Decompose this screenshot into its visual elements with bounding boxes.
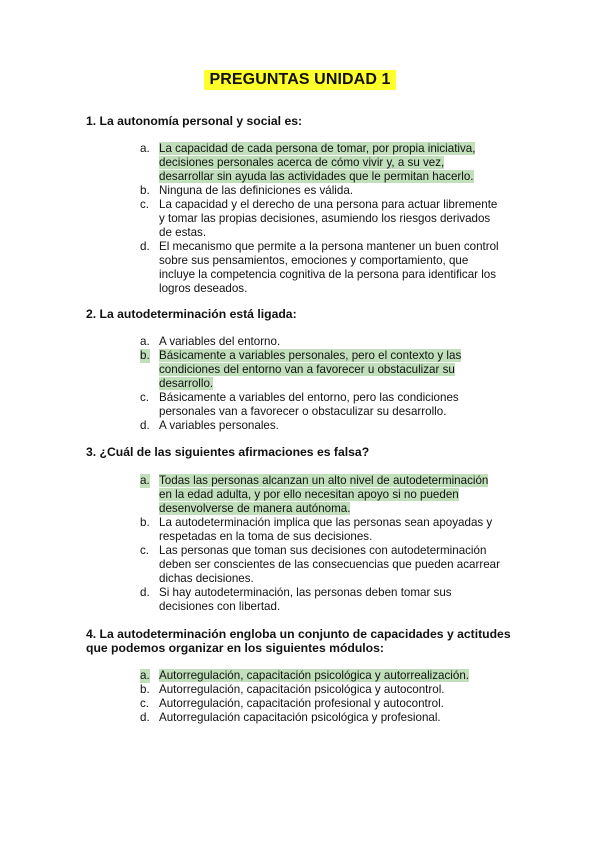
question-2-options (140, 335, 520, 433)
option-letter: c. (140, 697, 150, 710)
question-1-option-c (140, 198, 520, 240)
option-letter: c. (140, 544, 150, 557)
question-3-option-a (140, 474, 520, 516)
question-3-option-c (140, 544, 520, 586)
option-line: Todas las personas alcanzan un alto nivel de autodeterminación (159, 474, 489, 487)
option-line: condiciones del entorno van a favorecer u obstaculizar su (159, 363, 455, 376)
question-1-option-b (140, 184, 520, 198)
option-letter: a. (140, 474, 150, 487)
option-letter: b. (140, 184, 150, 197)
option-letter: d. (140, 240, 150, 253)
question-4-options (140, 669, 520, 725)
option-line: logros deseados. (159, 282, 248, 295)
option-letter: a. (140, 669, 150, 682)
option-letter: a. (140, 335, 150, 348)
question-2-option-d (140, 419, 520, 433)
option-letter: b. (140, 683, 150, 696)
question-1: 1. La autonomía personal y social es: (86, 114, 303, 128)
option-line: desenvolverse de manera autónoma. (159, 502, 351, 515)
question-4-line: que podemos organizar en los siguientes módulos: (86, 641, 384, 655)
option-line: decisiones personales acerca de cómo vivir y, a su vez, (159, 156, 445, 169)
page-title: PREGUNTAS UNIDAD 1 (204, 70, 395, 90)
option-line: Autorregulación, capacitación psicológica y autorrealización. (159, 669, 469, 682)
option-line: sobre sus pensamientos, emociones y comportamiento, que (159, 254, 469, 267)
option-line: El mecanismo que permite a la persona mantener un buen control (159, 240, 499, 253)
question-1-options (140, 142, 520, 296)
question-4-option-b (140, 683, 520, 697)
question-1-option-a (140, 142, 520, 184)
option-line: La autodeterminación implica que las personas sean apoyadas y (159, 516, 493, 529)
option-line: Básicamente a variables del entorno, pero las condiciones (159, 391, 459, 404)
option-line: A variables del entorno. (159, 335, 281, 348)
option-line: en la edad adulta, y por ello necesitan apoyo si no pueden (159, 488, 459, 501)
option-line: La capacidad de cada persona de tomar, por propia iniciativa, (159, 142, 476, 155)
option-line: Autorregulación, capacitación profesional y autocontrol. (159, 697, 444, 710)
option-line: incluye la competencia cognitiva de la persona para identificar los (159, 268, 497, 281)
question-3-option-d (140, 586, 520, 614)
option-line: Autorregulación, capacitación psicológica y autocontrol. (159, 683, 445, 696)
question-4-option-c (140, 697, 520, 711)
option-line: Si hay autodeterminación, las personas deben tomar sus (159, 586, 452, 599)
option-letter: d. (140, 711, 150, 724)
question-4-option-d (140, 711, 520, 725)
question-4-line: 4. La autodeterminación engloba un conjunto de capacidades y actitudes (86, 627, 511, 641)
option-line: La capacidad y el derecho de una persona para actuar libremente (159, 198, 498, 211)
option-line: A variables personales. (159, 419, 279, 432)
option-letter: a. (140, 142, 150, 155)
question-2-option-b (140, 349, 520, 391)
question-2-option-a (140, 335, 520, 349)
question-4 (86, 627, 526, 655)
option-line: dichas decisiones. (159, 572, 254, 585)
option-letter: c. (140, 198, 150, 211)
option-line: Básicamente a variables personales, pero el contexto y las (159, 349, 462, 362)
option-line: desarrollo. (159, 377, 214, 390)
question-3-options (140, 474, 520, 614)
question-4-option-a (140, 669, 520, 683)
option-line: personales van a favorecer o obstaculizar su desarrollo. (159, 405, 447, 418)
question-2: 2. La autodeterminación está ligada: (86, 307, 297, 321)
option-line: de estas. (159, 226, 207, 239)
option-line: deben ser conscientes de las consecuencias que pueden acarrear (159, 558, 500, 571)
option-letter: d. (140, 419, 150, 432)
option-letter: b. (140, 516, 150, 529)
option-letter: b. (140, 349, 150, 362)
option-line: Ninguna de las definiciones es válida. (159, 184, 353, 197)
option-line: Las personas que toman sus decisiones con autodeterminación (159, 544, 487, 557)
option-letter: c. (140, 391, 150, 404)
option-line: decisiones con libertad. (159, 600, 281, 613)
option-letter: d. (140, 586, 150, 599)
option-line: y tomar las propias decisiones, asumiendo los riesgos derivados (159, 212, 491, 225)
question-3-option-b (140, 516, 520, 544)
option-line: desarrollar sin ayuda las actividades que le permitan hacerlo. (159, 170, 474, 183)
question-3: 3. ¿Cuál de las siguientes afirmaciones es falsa? (86, 445, 370, 459)
page-title-wrap (0, 71, 600, 89)
question-1-option-d (140, 240, 520, 296)
question-2-option-c (140, 391, 520, 419)
option-line: respetadas en la toma de sus decisiones. (159, 530, 373, 543)
option-line: Autorregulación capacitación psicológica y profesional. (159, 711, 441, 724)
